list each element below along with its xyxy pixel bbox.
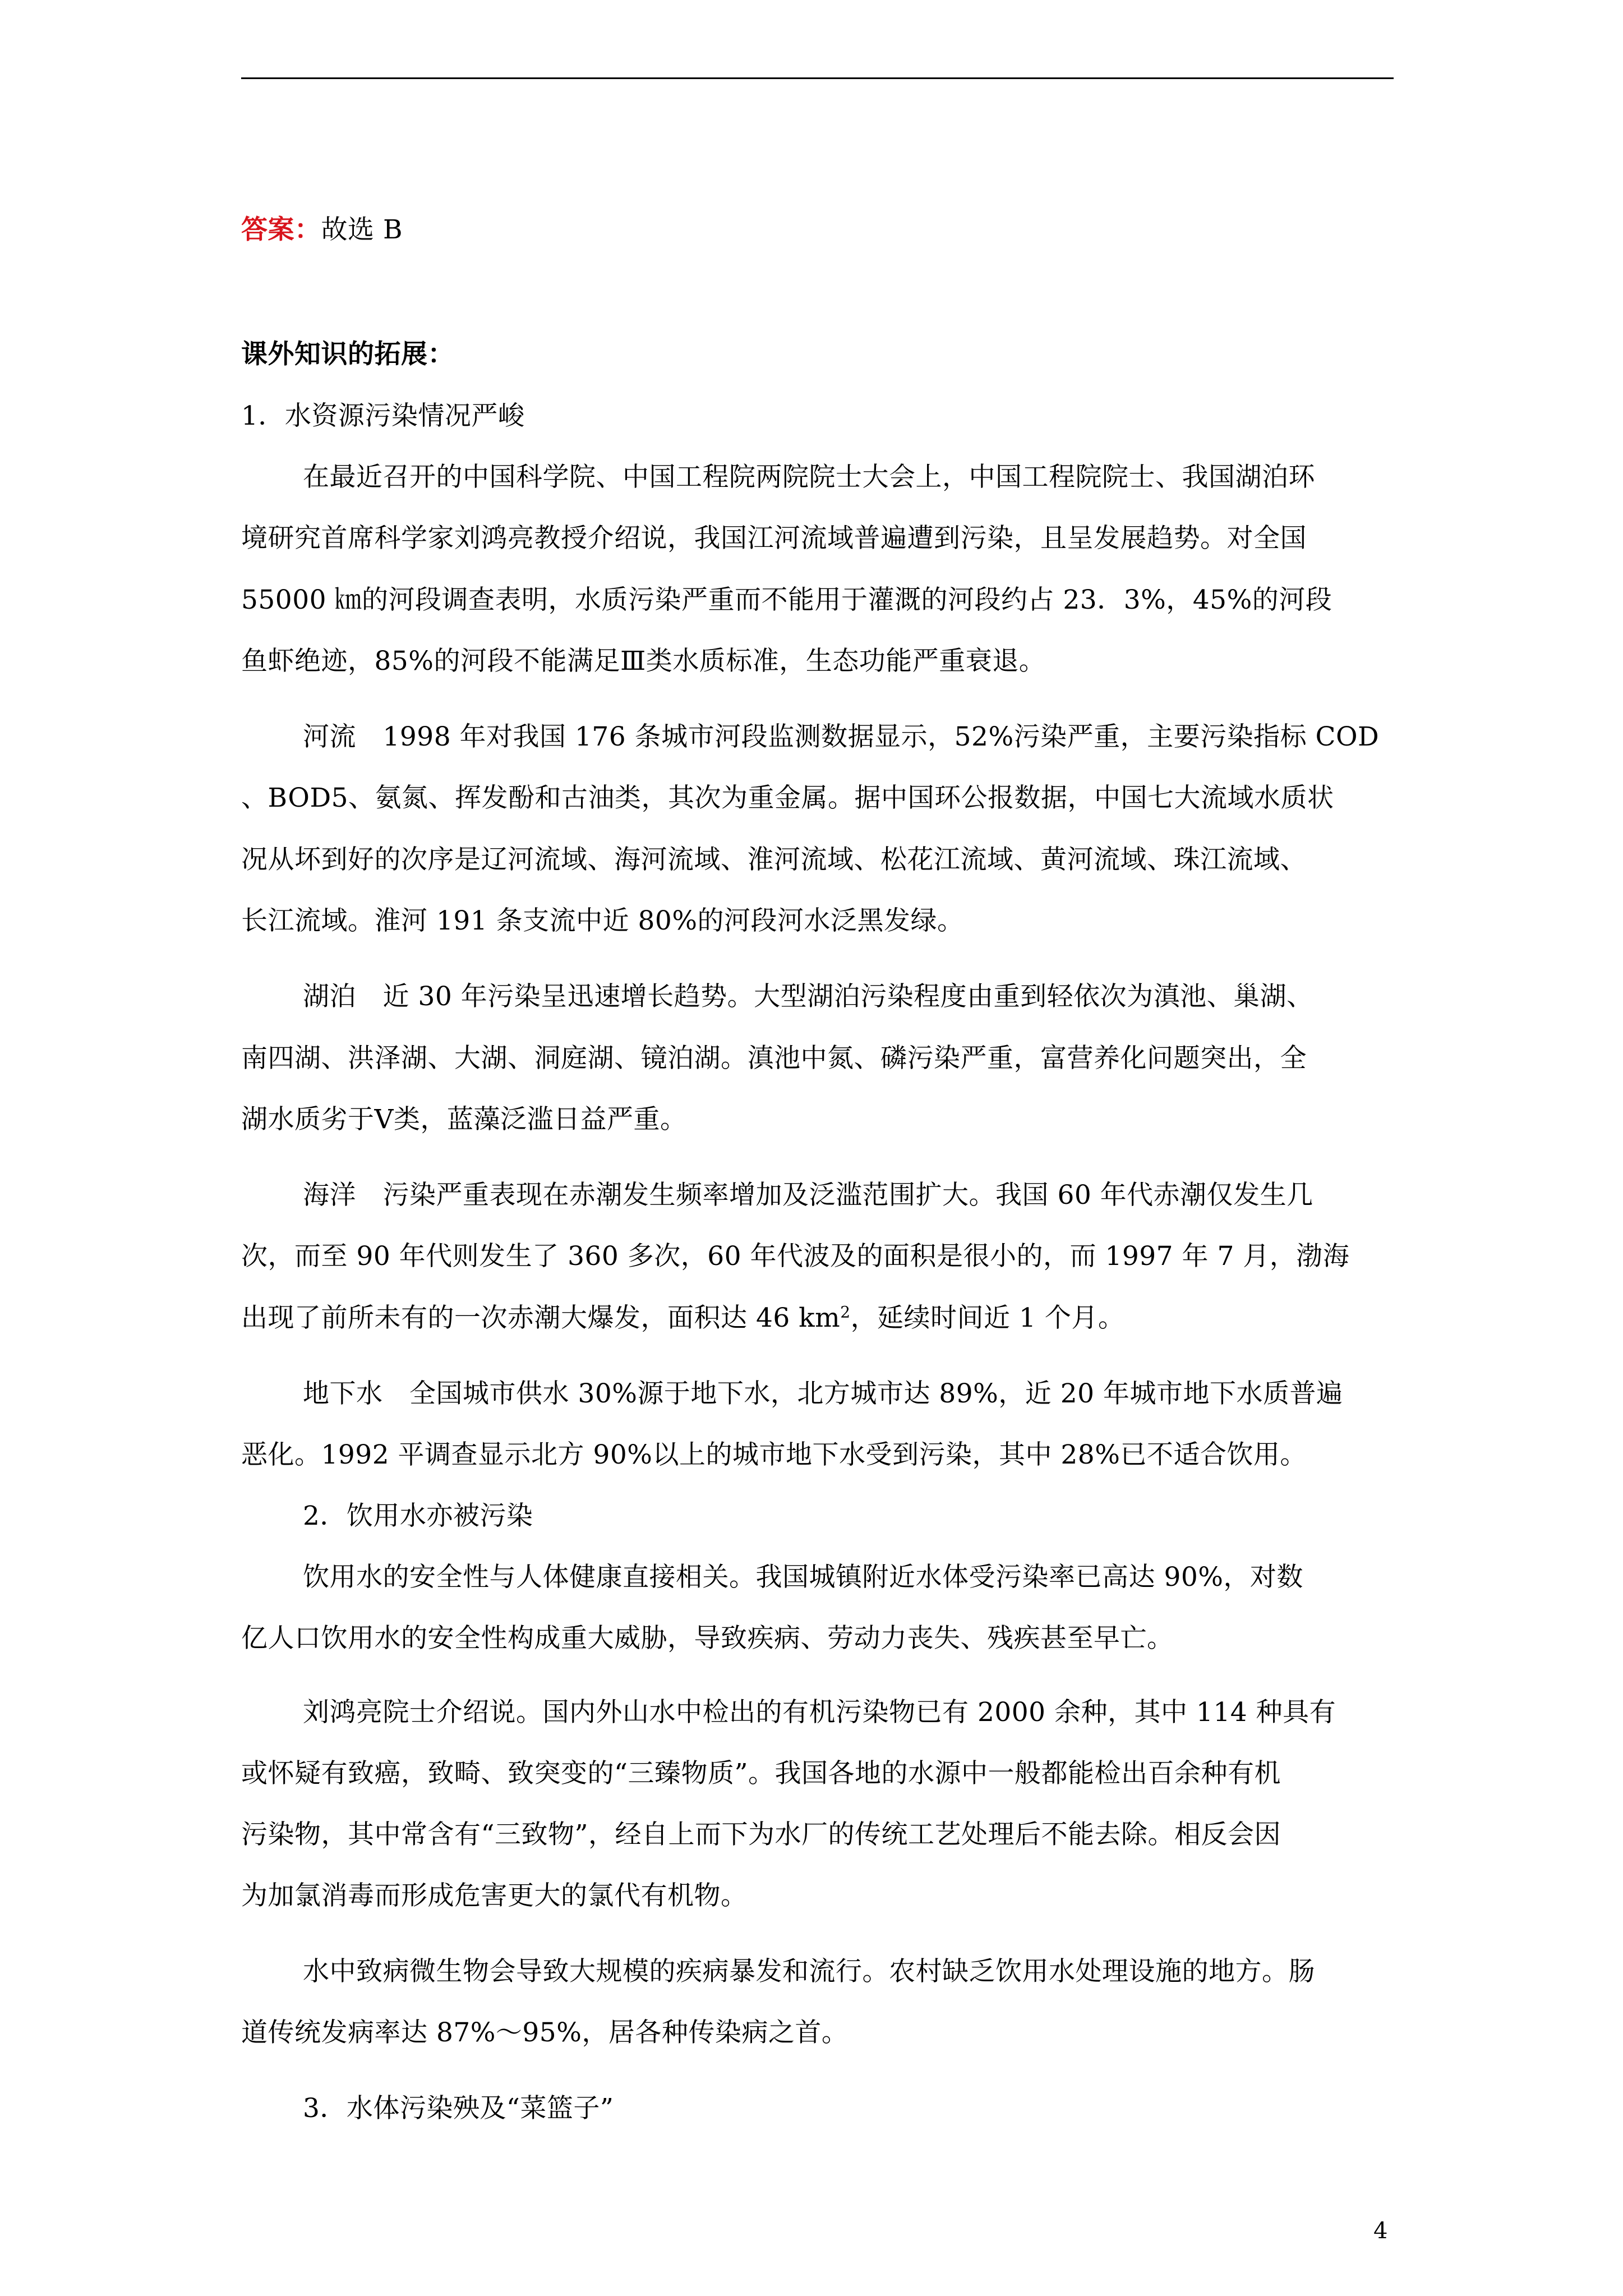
paragraph-line: 为加氯消毒而形成危害更大的氯代有机物。 — [241, 1880, 748, 1911]
paragraph-line: 亿人口饮用水的安全性构成重大威胁，导致疾病、劳动力丧失、残疾甚至早亡。 — [241, 1623, 1174, 1654]
paragraph-line: 恶化。1992 平调查显示北方 90%以上的城市地下水受到污染，其中 28%已不适合饮用。 — [241, 1439, 1307, 1470]
paragraph-line: 55000 ㎞的河段调查表明，水质污染严重而不能用于灌溉的河段约占 23．3%，45%的河段 — [241, 585, 1332, 615]
paragraph-line: 水中致病微生物会导致大规模的疾病暴发和流行。农村缺乏饮用水处理设施的地方。肠 — [303, 1956, 1315, 1987]
paragraph-line: 次，而至 90 年代则发生了 360 多次，60 年代波及的面积是很小的，而 1997 年 7 月，渤海 — [241, 1241, 1350, 1272]
answer-label: 答案： — [241, 214, 321, 245]
item1-title: 1．水资源污染情况严峻 — [241, 401, 525, 431]
paragraph-line: 南四湖、洪泽湖、大湖、洞庭湖、镜泊湖。滇池中氮、磷污染严重，富营养化问题突出，全 — [241, 1043, 1307, 1074]
item2-title: 2．饮用水亦被污染 — [303, 1501, 533, 1531]
answer-text: 故选 B — [321, 214, 403, 245]
paragraph-line: 境研究首席科学家刘鸿亮教授介绍说，我国江河流域普遍遭到污染，且呈发展趋势。对全国 — [241, 523, 1307, 554]
paragraph-line: 在最近召开的中国科学院、中国工程院两院院士大会上，中国工程院院士、我国湖泊环 — [303, 462, 1315, 493]
paragraph-line: 湖泊 近 30 年污染呈迅速增长趋势。大型湖泊污染程度由重到轻依次为滇池、巢湖、 — [303, 981, 1313, 1012]
answer-line — [241, 213, 1396, 247]
paragraph-line: 况从坏到好的次序是辽河流域、海河流域、淮河流域、松花江流域、黄河流域、珠江流域、 — [241, 844, 1307, 875]
paragraph-line: 长江流域。淮河 191 条支流中近 80%的河段河水泛黑发绿。 — [241, 905, 964, 936]
paragraph-line: 海洋 污染严重表现在赤潮发生频率增加及泛滥范围扩大。我国 60 年代赤潮仅发生几 — [303, 1180, 1313, 1211]
paragraph-line: 湖水质劣于Ⅴ类，蓝藻泛滥日益严重。 — [241, 1104, 687, 1135]
section-title: 课外知识的拓展： — [241, 339, 454, 370]
paragraph-line: 地下水 全国城市供水 30%源于地下水，北方城市达 89%，近 20 年城市地下水质普遍 — [303, 1378, 1343, 1409]
paragraph-line: 或怀疑有致癌，致畸、致突变的“三臻物质”。我国各地的水源中一般都能检出百余种有机 — [241, 1758, 1281, 1789]
paragraph-line: 鱼虾绝迹，85%的河段不能满足Ⅲ类水质标准，生态功能严重衰退。 — [241, 646, 1046, 677]
item3-title: 3．水体污染殃及“菜篮子” — [303, 2093, 614, 2124]
paragraph-text: ，延续时间近 1 个月。 — [850, 1303, 1125, 1333]
paragraph-line: 饮用水的安全性与人体健康直接相关。我国城镇附近水体受污染率已高达 90%，对数 — [303, 1562, 1303, 1593]
superscript: 2 — [840, 1303, 851, 1322]
paragraph-line: 道传统发病率达 87%～95%，居各种传染病之首。 — [241, 2017, 849, 2048]
paragraph-line: 刘鸿亮院士介绍说。国内外山水中检出的有机污染物已有 2000 余种，其中 114 种具有 — [303, 1697, 1336, 1728]
paragraph-line: 河流 1998 年对我国 176 条城市河段监测数据显示，52%污染严重，主要污染指标 COD — [303, 721, 1380, 752]
header-rule — [241, 77, 1394, 79]
paragraph-line: 、BOD5、氨氮、挥发酚和古油类，其次为重金属。据中国环公报数据，中国七大流域水质状 — [241, 783, 1334, 813]
paragraph-line: 污染物，其中常含有“三致物”，经自上而下为水厂的传统工艺处理后不能去除。相反会因 — [241, 1819, 1281, 1850]
paragraph-line — [241, 1301, 1396, 1335]
page-number: 4 — [1373, 2218, 1388, 2244]
paragraph-text: 出现了前所未有的一次赤潮大爆发，面积达 46 km — [241, 1303, 841, 1333]
